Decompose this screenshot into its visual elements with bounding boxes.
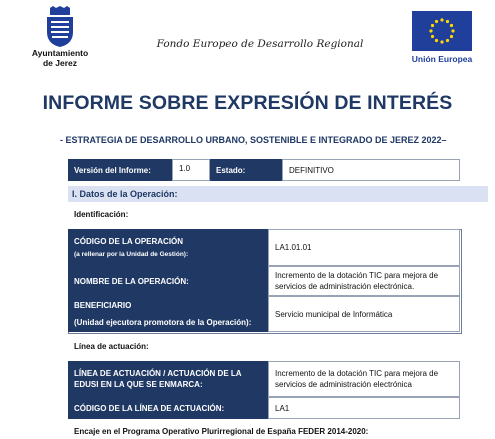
table-row	[68, 397, 268, 419]
org-name-line2: de Jerez	[42, 58, 78, 68]
identificacion-label: Identificación:	[74, 210, 129, 219]
encaje-label: Encaje en el Programa Operativo Plurirregional de España FEDER 2014-2020:	[74, 427, 369, 436]
document-subtitle: - ESTRATEGIA DE DESARROLLO URBANO, SOSTENIBLE E INTEGRADO DE JEREZ 2022–	[60, 135, 447, 145]
eu-caption: Unión Europea	[411, 54, 473, 64]
eu-flag-icon	[412, 11, 472, 51]
linea-actuacion-value: Incremento de la dotación TIC para mejora de servicios de administración electrónica	[268, 361, 460, 397]
table-row	[68, 361, 268, 397]
table-row	[68, 229, 268, 266]
version-label: Versión del Informe:	[68, 159, 172, 181]
section-datos-operacion: I. Datos de la Operación:	[68, 186, 488, 202]
row-label: NOMBRE DE LA OPERACIÓN:	[74, 276, 189, 286]
row-sublabel: (a rellenar por la Unidad de Gestión):	[74, 251, 189, 258]
row-label: CÓDIGO DE LA OPERACIÓN	[74, 237, 184, 246]
ayuntamiento-logo	[28, 6, 92, 68]
table-row	[68, 296, 268, 332]
table-row	[68, 266, 268, 296]
jerez-crest-icon	[43, 6, 77, 48]
row-label: CÓDIGO DE LA LÍNEA DE ACTUACIÓN:	[74, 403, 225, 413]
linea-actuacion-label: Línea de actuación:	[74, 342, 149, 351]
row-label: BENEFICIARIO	[74, 301, 132, 310]
nombre-operacion-value: Incremento de la dotación TIC para mejora de servicios de administración electrónica.	[268, 266, 460, 296]
row-label: LÍNEA DE ACTUACIÓN / ACTUACIÓN DE LA EDUSI EN LA QUE SE ENMARCA:	[74, 369, 242, 389]
fund-name: Fondo Europeo de Desarrollo Regional	[156, 38, 364, 50]
org-name-line1: Ayuntamiento	[31, 48, 89, 58]
row-sublabel: (Unidad ejecutora promotora de la Operación):	[74, 318, 252, 327]
estado-value: DEFINITIVO	[282, 159, 460, 181]
beneficiario-value: Servicio municipal de Informática	[268, 296, 460, 332]
codigo-operacion-value: LA1.01.01	[268, 229, 460, 266]
estado-label: Estado:	[210, 159, 282, 181]
version-value: 1.0	[172, 159, 210, 181]
document-title: INFORME SOBRE EXPRESIÓN DE INTERÉS	[42, 92, 453, 114]
codigo-linea-value: LA1	[268, 397, 460, 419]
eu-logo	[409, 11, 475, 64]
